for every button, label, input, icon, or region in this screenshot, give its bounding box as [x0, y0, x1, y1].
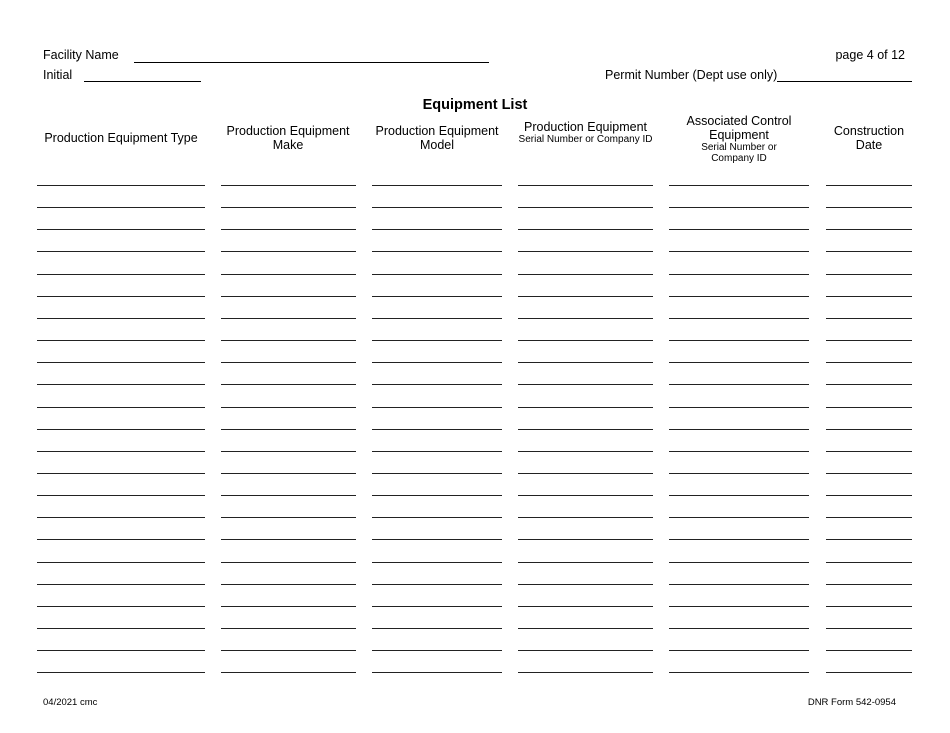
column-header-model	[372, 124, 502, 152]
entry-line-control[interactable]	[669, 185, 809, 186]
entry-line-date[interactable]	[826, 429, 912, 430]
column-header-control	[679, 114, 799, 164]
entry-line-control[interactable]	[669, 274, 809, 275]
permit-number-label: Permit Number (Dept use only)	[605, 68, 778, 82]
entry-line-type[interactable]	[37, 473, 205, 474]
entry-line-make[interactable]	[221, 539, 356, 540]
entry-line-type[interactable]	[37, 429, 205, 430]
entry-line-control[interactable]	[669, 362, 809, 363]
entry-line-make[interactable]	[221, 318, 356, 319]
entry-line-type[interactable]	[37, 407, 205, 408]
initial-field[interactable]	[84, 81, 201, 82]
entry-line-model[interactable]	[372, 274, 502, 275]
permit-number-field[interactable]	[777, 81, 912, 82]
entry-line-make[interactable]	[221, 207, 356, 208]
column-header-date	[826, 124, 912, 152]
entry-line-control[interactable]	[669, 340, 809, 341]
form-number: DNR Form 542-0954	[807, 697, 896, 708]
entry-line-serial[interactable]	[518, 562, 653, 563]
entry-line-make[interactable]	[221, 274, 356, 275]
initial-label: Initial	[43, 68, 73, 82]
entry-line-date[interactable]	[826, 517, 912, 518]
column-header-serial-subtitle: Serial Number or Company ID	[518, 134, 653, 145]
entry-line-serial[interactable]	[518, 628, 653, 629]
entry-line-control[interactable]	[669, 451, 809, 452]
entry-line-model[interactable]	[372, 517, 502, 518]
entry-line-control[interactable]	[669, 495, 809, 496]
entry-line-make[interactable]	[221, 672, 356, 673]
entry-line-serial[interactable]	[518, 274, 653, 275]
entry-line-control[interactable]	[669, 606, 809, 607]
entry-line-make[interactable]	[221, 517, 356, 518]
entry-line-model[interactable]	[372, 362, 502, 363]
entry-line-type[interactable]	[37, 296, 205, 297]
entry-line-model[interactable]	[372, 296, 502, 297]
entry-line-serial[interactable]	[518, 362, 653, 363]
entry-line-type[interactable]	[37, 251, 205, 252]
column-header-make-title: Production Equipment Make	[226, 124, 350, 152]
entry-line-type[interactable]	[37, 517, 205, 518]
column-header-make	[220, 124, 356, 152]
entry-line-serial[interactable]	[518, 429, 653, 430]
entry-line-date[interactable]	[826, 251, 912, 252]
entry-line-type[interactable]	[37, 606, 205, 607]
entry-line-serial[interactable]	[518, 517, 653, 518]
entry-line-type[interactable]	[37, 451, 205, 452]
entry-line-date[interactable]	[826, 606, 912, 607]
entry-line-serial[interactable]	[518, 672, 653, 673]
facility-name-field[interactable]	[134, 62, 489, 63]
entry-line-serial[interactable]	[518, 185, 653, 186]
entry-line-make[interactable]	[221, 451, 356, 452]
entry-line-date[interactable]	[826, 539, 912, 540]
entry-line-model[interactable]	[372, 451, 502, 452]
entry-line-model[interactable]	[372, 251, 502, 252]
entry-line-make[interactable]	[221, 384, 356, 385]
entry-line-date[interactable]	[826, 562, 912, 563]
entry-line-type[interactable]	[37, 229, 205, 230]
entry-line-model[interactable]	[372, 606, 502, 607]
entry-line-make[interactable]	[221, 340, 356, 341]
entry-line-date[interactable]	[826, 407, 912, 408]
entry-line-model[interactable]	[372, 473, 502, 474]
entry-line-control[interactable]	[669, 229, 809, 230]
entry-line-control[interactable]	[669, 650, 809, 651]
entry-line-date[interactable]	[826, 451, 912, 452]
column-header-date-title: Construction Date	[833, 124, 905, 152]
entry-line-type[interactable]	[37, 340, 205, 341]
entry-line-make[interactable]	[221, 407, 356, 408]
entry-line-control[interactable]	[669, 384, 809, 385]
entry-line-model[interactable]	[372, 650, 502, 651]
entry-line-serial[interactable]	[518, 318, 653, 319]
entry-line-type[interactable]	[37, 207, 205, 208]
entry-line-make[interactable]	[221, 362, 356, 363]
entry-line-serial[interactable]	[518, 251, 653, 252]
entry-line-model[interactable]	[372, 495, 502, 496]
entry-line-type[interactable]	[37, 562, 205, 563]
entry-line-model[interactable]	[372, 229, 502, 230]
entry-line-make[interactable]	[221, 495, 356, 496]
entry-line-make[interactable]	[221, 229, 356, 230]
entry-line-model[interactable]	[372, 318, 502, 319]
entry-line-make[interactable]	[221, 606, 356, 607]
column-header-control-subtitle: Serial Number or Company ID	[701, 142, 777, 164]
entry-line-model[interactable]	[372, 207, 502, 208]
entry-line-serial[interactable]	[518, 384, 653, 385]
entry-line-serial[interactable]	[518, 229, 653, 230]
facility-name-label: Facility Name	[43, 48, 119, 62]
entry-line-date[interactable]	[826, 584, 912, 585]
entry-line-make[interactable]	[221, 473, 356, 474]
entry-line-make[interactable]	[221, 251, 356, 252]
entry-line-type[interactable]	[37, 185, 205, 186]
entry-line-date[interactable]	[826, 185, 912, 186]
entry-line-model[interactable]	[372, 562, 502, 563]
entry-line-make[interactable]	[221, 185, 356, 186]
entry-line-date[interactable]	[826, 340, 912, 341]
entry-line-model[interactable]	[372, 340, 502, 341]
equipment-list-title: Equipment List	[422, 97, 528, 113]
entry-line-make[interactable]	[221, 584, 356, 585]
entry-line-serial[interactable]	[518, 650, 653, 651]
entry-line-model[interactable]	[372, 628, 502, 629]
entry-line-serial[interactable]	[518, 539, 653, 540]
entry-line-control[interactable]	[669, 562, 809, 563]
entry-line-control[interactable]	[669, 407, 809, 408]
entry-line-model[interactable]	[372, 584, 502, 585]
entry-line-control[interactable]	[669, 584, 809, 585]
entry-line-date[interactable]	[826, 495, 912, 496]
entry-line-serial[interactable]	[518, 296, 653, 297]
column-header-control-title: Associated Control Equipment	[686, 114, 792, 142]
entry-line-date[interactable]	[826, 473, 912, 474]
entry-line-make[interactable]	[221, 628, 356, 629]
entry-line-serial[interactable]	[518, 473, 653, 474]
entry-line-control[interactable]	[669, 296, 809, 297]
entry-line-type[interactable]	[37, 650, 205, 651]
entry-line-control[interactable]	[669, 628, 809, 629]
entry-line-type[interactable]	[37, 495, 205, 496]
entry-line-type[interactable]	[37, 539, 205, 540]
entry-line-type[interactable]	[37, 672, 205, 673]
column-header-type-title: Production Equipment Type	[44, 131, 198, 145]
entry-line-serial[interactable]	[518, 606, 653, 607]
column-header-serial	[518, 120, 653, 145]
entry-line-date[interactable]	[826, 672, 912, 673]
entry-line-model[interactable]	[372, 539, 502, 540]
entry-line-date[interactable]	[826, 207, 912, 208]
entry-line-serial[interactable]	[518, 340, 653, 341]
entry-line-serial[interactable]	[518, 584, 653, 585]
entry-line-model[interactable]	[372, 384, 502, 385]
entry-line-serial[interactable]	[518, 451, 653, 452]
entry-line-control[interactable]	[669, 318, 809, 319]
entry-line-date[interactable]	[826, 628, 912, 629]
entry-line-type[interactable]	[37, 628, 205, 629]
entry-line-date[interactable]	[826, 229, 912, 230]
entry-line-date[interactable]	[826, 318, 912, 319]
entry-line-type[interactable]	[37, 362, 205, 363]
entry-line-control[interactable]	[669, 473, 809, 474]
entry-line-control[interactable]	[669, 672, 809, 673]
entry-line-model[interactable]	[372, 672, 502, 673]
entry-line-type[interactable]	[37, 318, 205, 319]
entry-line-model[interactable]	[372, 407, 502, 408]
entry-line-serial[interactable]	[518, 407, 653, 408]
column-header-serial-title: Production Equipment	[524, 120, 647, 134]
column-header-model-title: Production Equipment Model	[375, 124, 499, 152]
entry-line-control[interactable]	[669, 539, 809, 540]
entry-line-model[interactable]	[372, 185, 502, 186]
page-indicator: page 4 of 12	[835, 48, 905, 62]
column-header-type	[37, 131, 205, 145]
entry-line-make[interactable]	[221, 650, 356, 651]
entry-line-control[interactable]	[669, 517, 809, 518]
entry-line-date[interactable]	[826, 362, 912, 363]
entry-line-make[interactable]	[221, 429, 356, 430]
entry-line-type[interactable]	[37, 274, 205, 275]
entry-line-type[interactable]	[37, 384, 205, 385]
entry-line-date[interactable]	[826, 296, 912, 297]
entry-line-date[interactable]	[826, 384, 912, 385]
entry-line-control[interactable]	[669, 251, 809, 252]
form-revision: 04/2021 cmc	[43, 697, 98, 708]
entry-line-control[interactable]	[669, 429, 809, 430]
entry-line-date[interactable]	[826, 274, 912, 275]
entry-line-serial[interactable]	[518, 495, 653, 496]
entry-line-control[interactable]	[669, 207, 809, 208]
entry-line-make[interactable]	[221, 562, 356, 563]
entry-line-make[interactable]	[221, 296, 356, 297]
entry-line-serial[interactable]	[518, 207, 653, 208]
entry-line-date[interactable]	[826, 650, 912, 651]
entry-line-type[interactable]	[37, 584, 205, 585]
entry-line-model[interactable]	[372, 429, 502, 430]
